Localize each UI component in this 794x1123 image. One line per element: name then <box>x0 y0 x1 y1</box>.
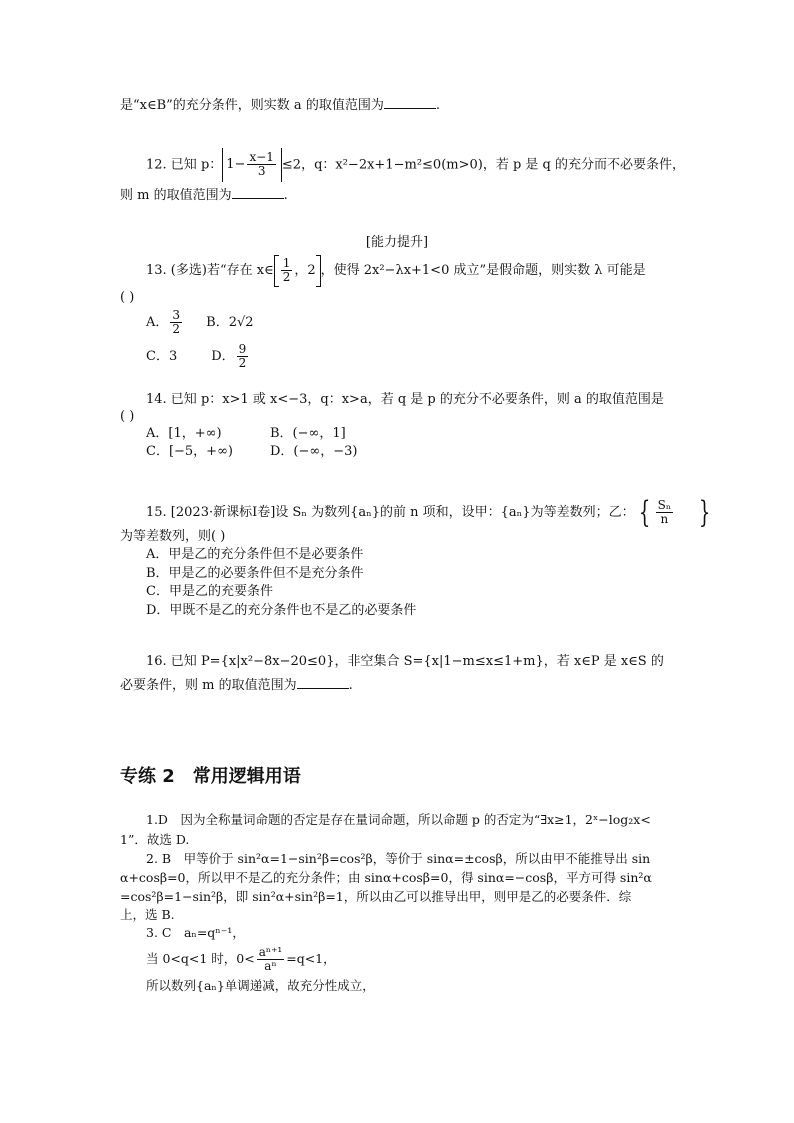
fraction: $\frac{3}{2}$ <box>172 308 181 336</box>
answer-blank <box>232 186 284 199</box>
question-15-option-d: D．甲既不是乙的充分条件也不是乙的必要条件 <box>146 603 417 618</box>
answer-3-line3: 所以数列{aₙ}单调递减，故充分性成立， <box>146 978 375 993</box>
question-13-options-cd: C．3 D． $\frac{9}{2}$ <box>146 342 247 370</box>
answer-2-line4: 上，选 B. <box>120 907 175 922</box>
answer-2-line3: =cos²β=1−sin²β，即 sin²α+sin²β=1，所以由乙可以推导出甲，则甲是乙的必要条件．综 <box>120 889 632 904</box>
question-13-options-ab: A． $\frac{3}{2}$ B．2√2 <box>146 308 254 336</box>
fraction: $\frac{9}{2}$ <box>238 342 247 370</box>
question-15-option-a: A．甲是乙的充分条件但不是必要条件 <box>146 547 364 562</box>
question-13-paren: ( ) <box>120 290 135 305</box>
question-14-paren: ( ) <box>120 409 135 424</box>
section-label: [能力提升] <box>365 235 429 250</box>
question-14-options-cd: C．[−5，+∞) D．(−∞，−3) <box>146 444 358 459</box>
fraction: $\frac{1}{2}$ <box>282 256 291 284</box>
question-12-line2: 则 m 的取值范围为 . <box>120 188 288 203</box>
answer-3-line1: 3. C aₙ=qⁿ⁻¹， <box>146 925 245 940</box>
question-15: 15. [2023·新课标Ⅰ卷]设 Sₙ 为数列{aₙ}的前 n 项和，设甲：{aₙ}为等差数列；乙： { $\frac{\text{Sₙ}}{n}$ } <box>146 494 711 530</box>
answer-3-line2: 当 0<q<1 时，0< $\frac{\text{aⁿ⁺¹}}{\text{aⁿ}}$ =q<1， <box>146 945 336 973</box>
fraction: $\frac{x-1}{3}$ <box>249 150 274 178</box>
question-15-line2: 为等差数列，则( ) <box>120 529 226 544</box>
fraction: $\frac{\text{aⁿ⁺¹}}{\text{aⁿ}}$ <box>258 945 283 973</box>
answer-blank <box>384 96 436 109</box>
fraction: $\frac{\text{Sₙ}}{n}$ <box>657 498 672 526</box>
question-14-options-ab: A．[1，+∞) B．(−∞，1] <box>146 426 346 441</box>
answer-2-line1: 2. B 甲等价于 sin²α=1−sin²β=cos²β，等价于 sinα=±cosβ，所以由甲不能推导出 sin <box>146 851 651 866</box>
absolute-value: 1− $\frac{x-1}{3}$ <box>222 148 282 182</box>
question-13: 13. (多选)若“存在 x∈ $\frac{1}{2}$ ，2 ，使得 2x²−λx+1<0 成立”是假命题，则实数 λ 可能是 <box>146 254 646 288</box>
question-14: 14. 已知 p：x>1 或 x<−3，q：x>a，若 q 是 p 的充分不必要条件，则 a 的取值范围是 <box>146 392 664 407</box>
answer-1-line1: 1.D 因为全称量词命题的否定是存在量词命题，所以命题 p 的否定为“∃x≥1，2ˣ−log₂x< <box>146 812 651 827</box>
question-16-line2: 必要条件，则 m 的取值范围为 . <box>120 678 353 693</box>
question-12: 12. 已知 p： 1− $\frac{x-1}{3}$ ≤2，q：x²−2x+1−m²≤0(m>0)，若 p 是 q 的充分而不必要条件， <box>146 148 685 183</box>
question-15-option-c: C．甲是乙的充要条件 <box>146 584 273 599</box>
answer-1-line2: 1”．故选 D. <box>120 832 190 847</box>
section-heading: 专练 2 常用逻辑用语 <box>120 766 301 787</box>
question-16: 16. 已知 P={x|x²−8x−20≤0}，非空集合 S={x|1−m≤x≤1+m}，若 x∈P 是 x∈S 的 <box>146 654 664 669</box>
answer-2-line2: α+cosβ=0，所以甲不是乙的充分条件；由 sinα+cosβ=0，得 sinα=−cosβ，平方可得 sin²α <box>120 870 652 885</box>
answer-blank <box>297 676 349 689</box>
question-15-option-b: B．甲是乙的必要条件但不是充分条件 <box>146 566 364 581</box>
q11-tail: 是“x∈B”的充分条件，则实数 a 的取值范围为 . <box>120 98 440 113</box>
